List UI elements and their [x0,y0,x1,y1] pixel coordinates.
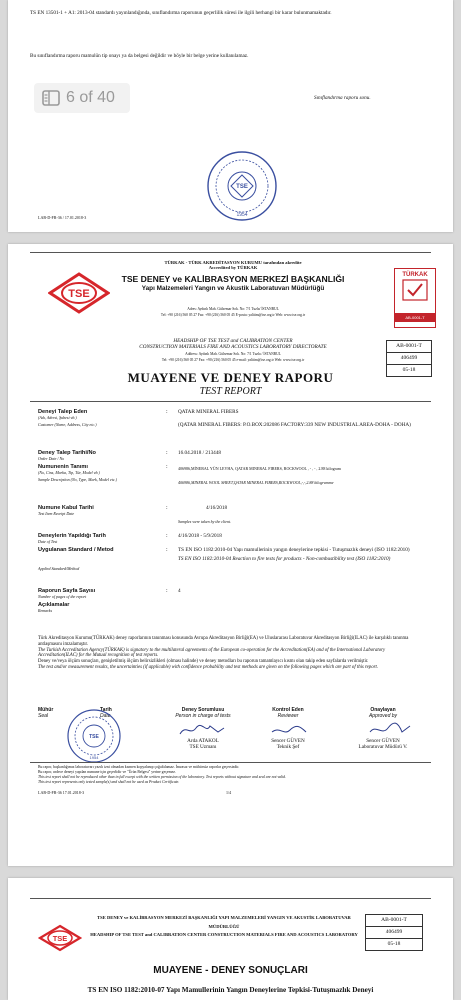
stamp-year: 1954 [236,212,248,218]
standard-tr: TS EN ISO 1182:2010-04 Yapı mamullerinin yangın deneylerine tepkisi - Tutuşmazlık deneyi (ISO 1182:2010) [178,547,410,553]
turkak-number: AB-0001-T [395,313,435,322]
results-code-date: 05-18 [387,941,401,947]
end-of-report-note: Sınıflandırma raporu sonu. [314,95,371,101]
accreditation-paragraph: Türk Akreditasyon Kurumu(TÜRKAK) deney raporlarının tanınması konusunda Avrupa Akreditasyon Birliği(EA) ve Uluslararası Laboratuvar Akreditasyon Birliği(ILAC) ile karşılıklı tanınma antlaşmasını imzalamıştır. The Turkish Accreditation Agency(TÜRKAK) is signatory to the multilateral agreements of the European co-operation for the Accreditation(EA) and of the International Laboratory Accreditation(ILAC) for the Mutual recognition of test reports. Deney ve/veya ölçüm sonuçları, genişletilmiş ölçüm belirsizlikleri (olması halinde) ve deney metodları bu raporun tamamlayıcı kısmı olan takip eden sayfalarda verilmiştir. The test and/or measurement results, the uncertainties (if applicable) with confidence probability and test methods are given on the following pages which are part of this report. [38,636,409,670]
form-code: LAB-D-FR-36 17.01.2018-3 [38,790,85,795]
page-indicator-text: 6 of 40 [66,89,115,106]
signature-approver [368,720,412,738]
turkak-accreditation-mark [394,268,436,328]
lab-directorate-en: CONSTRUCTION MATERIALS FIRE AND ACOUSTICS LABORATORY DIRECTORATE [139,344,327,350]
svg-text:1954: 1954 [89,755,99,760]
results-header: TSE DENEY ve KALİBRASYON MERKEZİ BAŞKANLIĞI YAPI MALZEMELERİ YANGIN VE AKUSTİK LABORATUVAR MÜDÜRLÜĞÜ HEADSHIP OF TSE TEST and CALIBRATION CENTER CONSTRUCTION MATERIALS FIRE AND ACOUSTICS LABORATORY [90,915,358,938]
laboratory-title: Yapı Malzemeleri Yangın ve Akustik Laboratuvarı Müdürlüğü [141,285,325,292]
sig-header-date: Tarih Date [100,707,112,719]
headship-en: HEADSHIP OF TSE TEST and CALIBRATION CENTER [173,338,293,344]
results-title: MUAYENE - DENEY SONUÇLARI [153,965,308,976]
svg-text:TSE: TSE [236,184,248,190]
results-code-number: 406499 [366,927,422,939]
report-code-accreditation: AB-0001-T [387,341,431,353]
form-code: LAB-D-FR-36 / 17.01.2018-3 [38,215,87,220]
signature-reviewer [270,722,310,738]
samples-note: Samples were taken by the client. [178,519,232,525]
test-date-value: 4/16/2018 - 5/9/2018 [178,533,222,539]
page-count-value: 4 [178,588,181,594]
tse-logo [38,924,82,952]
svg-text:TSE: TSE [52,934,68,943]
results-code-accreditation: AB-0001-T [366,915,422,927]
results-code-box [365,914,423,951]
organization-title: TSE DENEY ve KALİBRASYON MERKEZİ BAŞKANLIĞI [121,274,345,284]
address-tr: Adres: Aydınlı Mah. Gülsemar Sok. No: 7/1 Tuzla/ İSTANBUL [187,307,279,311]
contact-tr: Tel: +90 (216) 560 05 27 Fax: +90 (216) 560 05 45 E-posta: yalitim@tse.org.tr Web: www.tse.org.tr [160,313,306,317]
report-code-number: 406499 [387,353,431,365]
address-en: Address: Aydınlı Mah. Gülsemar Sok. No: 7/1 Tuzla / İSTANBUL [185,352,281,356]
signer-reviewer: Sencer GÜVEN Teknik Şef [271,738,305,751]
tse-round-stamp [206,150,278,222]
standard-en: TS EN ISO 1182:2010-04 Reaction to fire tests for products - Non-combustibility test (ISO 1182:2010) [178,556,391,563]
sample-description-en: 406986,MINERAL WOOL SHEET,QATAR MINERAL FIBERS,ROCKWOOL,-,-,2.88 kilogramme [178,480,334,485]
sig-header-approver: Onaylayan Approved by [368,707,398,719]
signer-person-in-charge: Arda ATAKOL TSE Uzmanı [187,738,219,751]
customer-name: QATAR MINERAL FIBERS [178,409,239,415]
paragraph-validity: TS EN 13501-1 + A1: 2013-04 standardı yayınlandığında, sınıflandırma raporunun geçerlilik süresi ile ilgili herhangi bir karar bulunmamaktadır. [30,10,332,16]
turkak-check-icon [395,278,435,302]
report-title-tr: MUAYENE VE DENEY RAPORU [127,370,334,385]
paragraph-not-certificate: Bu sınıflandırma raporu mamulün tip onayı ya da belgesi değildir ve böyle bir belge yerine kullanılamaz. [30,53,249,59]
report-footnotes: Bu rapor, başkanlığımız laboratuvarı yazılı izni olmadan kısmen kopyalanıp çoğaltılamaz. İmzasız ve mühürsüz raporlar geçersizdir. Bu rapor, ındece deneyi yapılan numune için geçerlidir ve "Ürün Belgesi" yerine geçemez. This test report shall not be reproduced other than in full except with the written permission of the laboratory. Test reports without signature and seal are not valid. This test report represents only tested sample(s) and shall not be used as Product Certificate. [38,765,287,784]
contact-en: Tel: +90 (216) 560 05 27 Fax: +90 (216) 560 05 45 e-mail: yalitim@tse.org.tr Web: www.tse.org.tr [161,358,305,362]
document-page-test-report: TSE TÜRKAK AB-0001-T TÜRKAK - TÜRK AKREDİTASYON KURUMU tarafından akredite Accredited by TÜRKAK TSE DENEY ve KALİBRASYON MERKEZİ BAŞKANLIĞI Yapı Malzemeleri Yangın ve Akustik Laboratuvarı Müdürlüğü Adres: Aydınlı Mah. Gülsemar Sok. No: 7/1 Tuzla/ İSTANBUL Tel: +90 (216) 560 05 27 Fax: +90 (216) 560 05 45 E-posta: yalitim@tse.org.tr Web: www.tse.org.tr HEADSHIP OF TSE TEST and CALIBRATION CENTER CONSTRUCTION MATERIALS FIRE AND ACOUSTICS LABORATORY DIRECTORATE Address: Aydınlı Mah. Gülsemar Sok. No: 7/1 Tuzla / İSTANBUL Tel: +90 (216) 560 05 27 Fax: +90 (216) 560 05 45 e-mail: yalitim@tse.org.tr Web: www.tse.org.tr AB-0001-T 406499 05-18 MUAYENE VE DENEY RAPORU TEST REPORT Deneyi Talep Eden (Adı, Adresi, Şubesi vb.) Customer (Name, Address, City etc.) : QATAR MINERAL FIBERS (QATAR MINERAL FIBERS: P.O.BOX:202086 FACTORY:339 NEW INDUSTRIAL AREA-DOHA - DOHA) Deney Talep Tarihi/No Order Date / No : 16.04.2018 / 213448 Numunenin Tanımı (No, Cins, Marka, Tip, Tür, Model vb.) Sample Description (No, Type, Mark, Model etc.) : 406986,MİNERAL YÜN LEVHA, QATAR MINERAL FIBERS, ROCKWOOL , - , - , 2.88 kilogram 406986,MINERAL WOOL SHEET,QATAR MINERAL FIBERS,ROCKWOOL,-,-,2.88 kilogramme Numune Kabul Tarihi Test Item Receipt Date : 4/16/2018 Samples were taken by the client. Deneylerin Yapıldığı Tarih Date of Test : 4/16/2018 - 5/9/2018 Uygulanan Standard / Metod Applied Standard/Method : TS EN ISO 1182:2010-04 Yapı mamullerinin yangın deneylerine tepkisi - Tutuşmazlık deneyi (ISO 1182:2010) TS EN ISO 1182:2010-04 Reaction to fire tests for products - Non-combustibility test (ISO 1182:2010) Raporun Sayfa Sayısı Number of pages of the report : 4 Açıklamalar Remarks Türk Akreditasyon Kurumu(TÜRKAK) deney raporlarının tanınması konusunda Avrupa Akreditasyon Birliği(EA) ve Uluslararası Laboratuvar Akreditasyon Birliği(ILAC) ile karşılıklı tanınma antlaşmasını imzalamıştır. The Turkish Accreditation Agency(TÜRKAK) is signatory to the multilateral agreements of the European co-operation for the Accreditation(EA) and of the International Laboratory Accreditation(ILAC) for the Mutual recognition of test reports. Deney ve/veya ölçüm sonuçları, genişletilmiş ölçüm belirsizlikleri (olması halinde) ve deney metodları bu raporun tamamlayıcı kısmı olan takip eden sayfalarda verilmiştir. The test and/or measurement results, the uncertainties (if applicable) with confidence probability and test methods are given on the following pages which are part of this report. Mühür Seal Tarih Date Deney Sorumlusu Person in charge of tests Kontrol Eden Reviewer Onaylayan Approved by TSE 1954 Arda ATAKOL TSE Uzmanı Sencer GÜVEN Teknik Şef Sencer GÜVEN Laboratuvar Müdürü V. Bu rapor, başkanlığımız laboratuvarı yazılı izni olmadan kısmen kopyalanıp çoğaltılamaz. İmzasız ve mühürsüz raporlar geçersizdir. Bu rapor, ındece deneyi yapılan numune için geçerlidir ve "Ürün Belgesi" yerine geçemez. This test report shall not be reproduced other than in full except with the written permission of the laboratory. Test reports without signature and seal are not valid. This test report represents only tested sample(s) and shall not be used as Product Certificate. LAB-D-FR-36 17.01.2018-3 1/4 [8,244,453,866]
customer-address: (QATAR MINERAL FIBERS: P.O.BOX:202086 FACTORY:339 NEW INDUSTRIAL AREA-DOHA - DOHA) [178,422,411,429]
accreditation-line-en: Accredited by TÜRKAK [208,265,258,270]
sig-header-reviewer: Kontrol Eden Reviewer [272,707,304,719]
svg-text:TSE: TSE [68,288,90,300]
page-number: 1/4 [226,790,232,795]
page-indicator-chip[interactable] [34,83,130,113]
report-code-date: 05-18 [402,367,416,373]
results-standard-line: TS EN ISO 1182:2010-07 Yapı Mamullerinin Yangın Deneylerine Tepkisi-Tutuşmazlık Deneyi [87,986,374,994]
sample-description-tr: 406986,MİNERAL YÜN LEVHA, QATAR MINERAL FIBERS, ROCKWOOL , - , - , 2.88 kilogram [178,466,341,471]
signer-approver: Sencer GÜVEN Laboratuvar Müdürü V. [358,738,408,751]
page-thumbnail-icon [42,90,60,106]
accreditation-line: TÜRKAK - TÜRK AKREDİTASYON KURUMU tarafından akredite [164,260,302,265]
document-page-previous [8,0,453,232]
order-date-value: 16.04.2018 / 213448 [178,450,221,456]
turkak-label: TÜRKAK [395,269,435,278]
sig-header-person: Deney Sorumlusu Person in charge of tests [175,707,231,719]
signature-person-in-charge [178,722,228,738]
document-page-results [8,878,453,1000]
tse-round-stamp [66,708,122,764]
report-title-en: TEST REPORT [199,386,262,397]
receipt-date-value: 4/16/2018 [206,505,228,511]
svg-text:TSE: TSE [89,734,99,740]
sig-header-seal: Mühür Seal [38,707,54,719]
